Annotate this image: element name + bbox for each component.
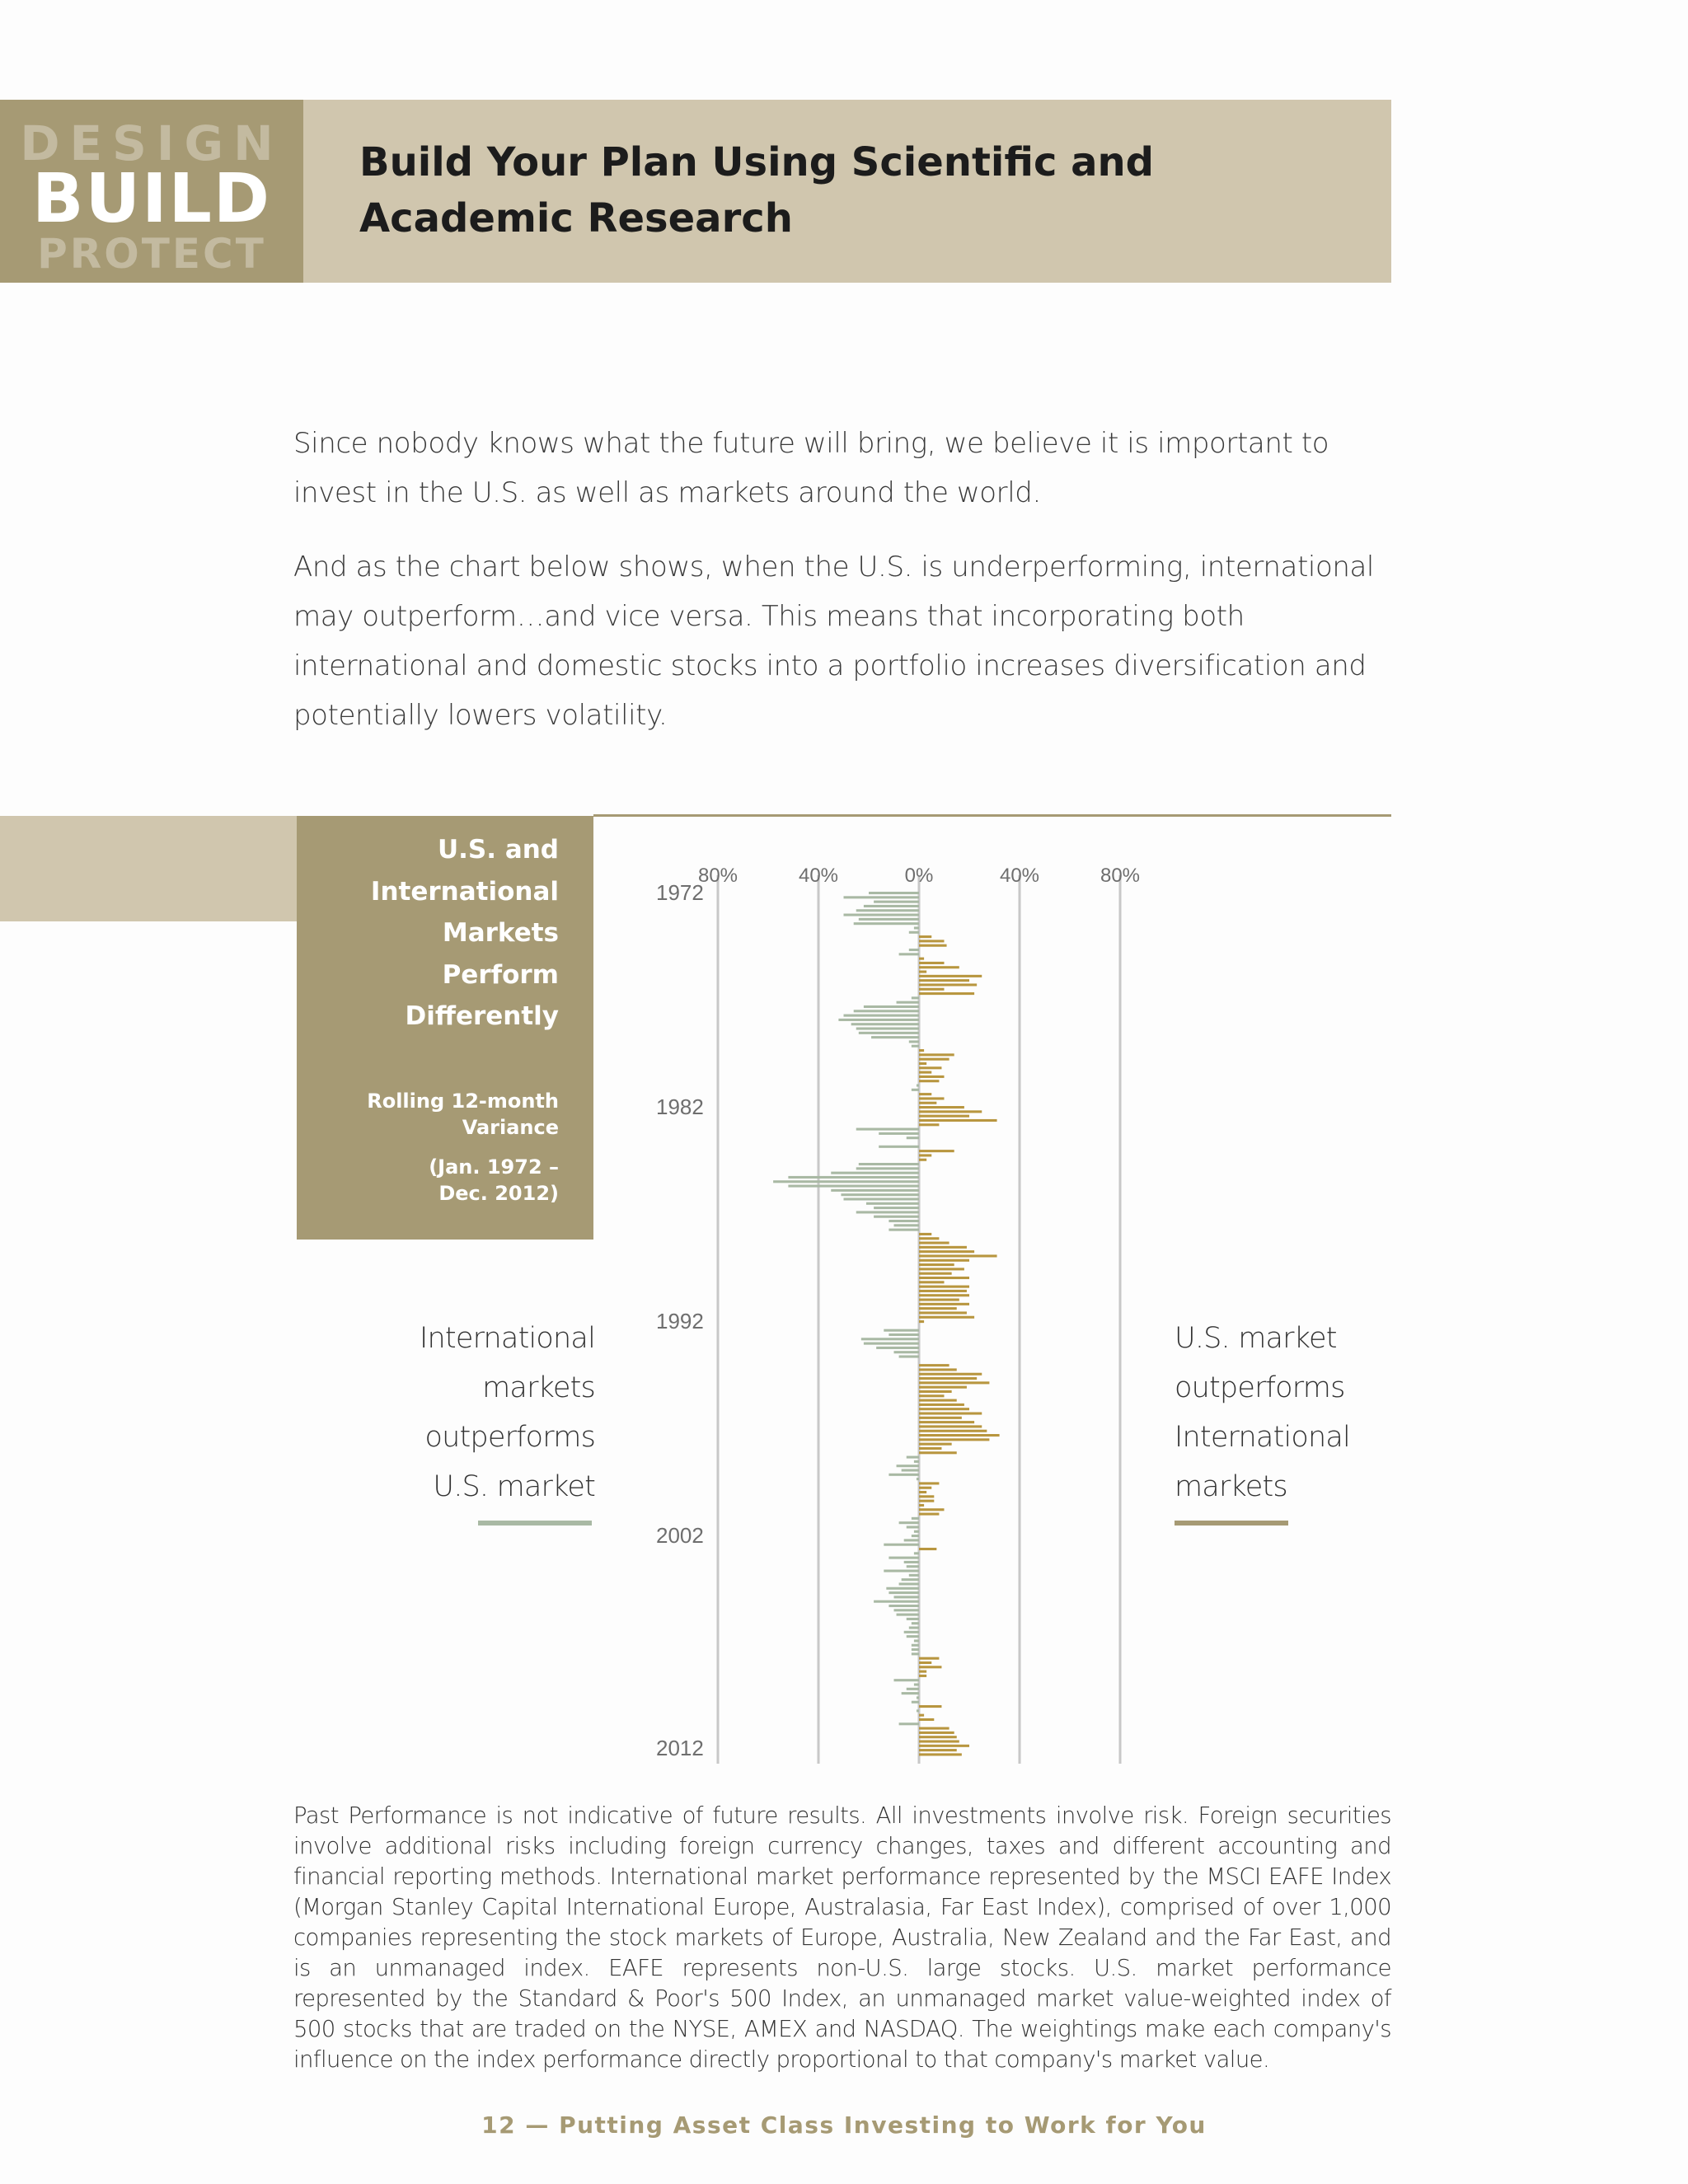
x-tick-label: 80% — [1100, 865, 1141, 887]
us-bar — [919, 988, 945, 991]
international-bar — [864, 1005, 919, 1008]
us-outperforms-label — [1175, 1314, 1422, 1511]
us-bar — [919, 1671, 926, 1673]
logo-design-text: DESIGN — [20, 115, 284, 171]
international-bar — [907, 1456, 919, 1459]
us-bar — [919, 1732, 954, 1734]
us-bar — [919, 1705, 941, 1708]
us-bar — [919, 1254, 997, 1257]
international-bar — [838, 1019, 919, 1021]
chart-title-box — [297, 816, 593, 1240]
logo-build-text: BUILD — [32, 160, 271, 238]
us-bar — [919, 1661, 931, 1664]
international-outperforms-label — [346, 1314, 595, 1511]
us-bar — [919, 1412, 982, 1414]
us-bar — [919, 1058, 950, 1061]
international-bar — [894, 1596, 920, 1598]
page-title-line-2: Academic Research — [359, 195, 793, 241]
international-bar — [907, 1688, 919, 1690]
international-bar — [871, 1036, 919, 1038]
us-bar — [919, 1417, 962, 1419]
international-bar — [844, 1197, 920, 1200]
us-bar — [919, 1277, 969, 1279]
us-bar — [919, 1066, 941, 1069]
international-bar — [912, 1535, 919, 1537]
us-bar — [919, 1281, 945, 1283]
us-bar — [919, 1049, 924, 1052]
international-bar — [897, 1465, 919, 1467]
international-bar — [894, 1351, 920, 1353]
international-legend-swatch — [478, 1521, 592, 1526]
international-bar — [844, 914, 920, 916]
us-bar — [919, 1237, 939, 1240]
international-bar — [864, 1343, 919, 1345]
us-bar — [919, 966, 959, 968]
international-bar — [859, 1032, 919, 1034]
header-title-banner — [303, 100, 1391, 283]
international-bar — [894, 1224, 920, 1226]
decorative-band — [0, 816, 297, 921]
international-bar — [874, 1207, 919, 1209]
international-bar — [912, 1622, 919, 1624]
us-bar — [919, 1159, 926, 1161]
international-bar — [907, 1565, 919, 1568]
us-bar — [919, 1438, 989, 1441]
international-bar — [889, 1605, 919, 1607]
us-bar — [919, 940, 945, 942]
us-bar — [919, 1246, 967, 1249]
international-bar — [884, 1329, 919, 1332]
international-bar — [912, 1045, 919, 1047]
chart-subtitle-line: Variance — [462, 1116, 559, 1139]
variance-bar-chart — [593, 857, 1154, 1772]
intro-paragraph-1: Since nobody knows what the future will bring, we believe it is important to invest in the U.S. as well as markets around the world. — [293, 427, 1329, 509]
international-bar — [899, 1722, 919, 1725]
international-bar — [899, 1355, 919, 1357]
us-bar — [919, 1434, 1000, 1436]
international-bar — [859, 918, 919, 921]
international-bar — [851, 1023, 919, 1025]
international-bar — [854, 1010, 919, 1012]
page-title-line-1: Build Your Plan Using Scientific and — [359, 139, 1155, 185]
international-bar — [904, 1631, 919, 1633]
international-bar — [912, 1701, 919, 1704]
international-bar — [856, 1028, 919, 1030]
chart-y-tick-labels — [656, 880, 704, 1760]
us-bar — [919, 1745, 969, 1747]
us-bar — [919, 962, 945, 964]
logo-protect-text: PROTECT — [37, 230, 266, 278]
chart-period-line: Dec. 2012) — [438, 1182, 559, 1205]
international-bar — [884, 1570, 919, 1572]
us-bar — [919, 1513, 939, 1516]
international-bar — [894, 1679, 920, 1681]
international-bar — [909, 1040, 919, 1043]
x-tick-label: 40% — [798, 865, 839, 887]
us-bar — [919, 1657, 939, 1660]
chart-x-tick-labels — [698, 865, 1140, 887]
international-bar — [856, 1167, 919, 1169]
international-bar — [869, 892, 919, 894]
chart-period-line: (Jan. 1972 – — [429, 1155, 559, 1179]
international-bar — [904, 1539, 919, 1541]
y-tick-label: 1982 — [656, 1094, 704, 1119]
international-bar — [879, 1146, 919, 1148]
international-bar — [909, 931, 919, 934]
left-label-line: U.S. market — [433, 1470, 595, 1503]
us-bar — [919, 1303, 969, 1305]
us-bar — [919, 1123, 939, 1126]
international-bar — [884, 1544, 919, 1546]
us-bar — [919, 1294, 969, 1296]
international-bar — [912, 1652, 919, 1655]
us-bar — [919, 1071, 931, 1074]
chart-title-line: U.S. and — [437, 835, 559, 865]
international-bar — [902, 1692, 919, 1694]
international-bar — [889, 1591, 919, 1594]
chart-title-line: Markets — [442, 918, 559, 948]
us-bar — [919, 1233, 931, 1235]
us-bar — [919, 1736, 957, 1738]
us-bar — [919, 1377, 977, 1380]
us-bar — [919, 1307, 957, 1310]
us-bar — [919, 1316, 974, 1319]
us-bar — [919, 1675, 926, 1677]
us-bar — [919, 1097, 945, 1099]
us-bar — [919, 1386, 967, 1389]
international-bar — [907, 1618, 919, 1620]
left-label-line: markets — [482, 1371, 595, 1404]
chart-gridlines — [718, 875, 1120, 1764]
us-bar — [919, 1495, 934, 1497]
international-bar — [889, 1333, 919, 1336]
us-bar — [919, 1447, 941, 1450]
us-bar — [919, 1727, 950, 1730]
us-bar — [919, 1482, 939, 1484]
international-bar — [899, 953, 919, 955]
us-bar — [919, 1115, 969, 1118]
international-bar — [902, 1469, 919, 1471]
international-bar — [889, 1220, 919, 1222]
intro-paragraph-2: And as the chart below shows, when the U.S. is underperforming, international may outperform…and vice versa. This means that incorporating both international and domestic stocks into a portfolio increases diversification and potentially lowers volatility. — [293, 551, 1374, 732]
international-bar — [902, 1578, 919, 1581]
y-tick-label: 2012 — [656, 1736, 704, 1760]
us-bar — [919, 1299, 959, 1301]
international-bar — [844, 896, 920, 898]
international-bar — [907, 1635, 919, 1638]
chart-top-rule — [593, 814, 1391, 817]
us-bar — [919, 1368, 957, 1371]
international-bar — [856, 1128, 919, 1131]
international-bar — [856, 909, 919, 912]
chart-period — [312, 1154, 559, 1207]
international-bar — [914, 1530, 919, 1533]
international-bar — [917, 1084, 919, 1086]
us-bar — [919, 1425, 982, 1427]
us-bar — [919, 992, 974, 995]
us-bar — [919, 1508, 945, 1511]
international-bar — [914, 1552, 919, 1554]
us-bar — [919, 1390, 952, 1393]
international-bar — [909, 949, 919, 951]
international-bar — [861, 1338, 919, 1340]
right-label-line: International — [1175, 1421, 1350, 1454]
us-bar — [919, 1421, 974, 1423]
us-bar — [919, 1487, 931, 1489]
international-bar — [897, 1001, 919, 1004]
international-bar — [904, 1561, 919, 1563]
us-bar — [919, 958, 924, 960]
international-bar — [917, 1696, 919, 1699]
chart-subtitle — [312, 1088, 559, 1141]
international-bar — [879, 1132, 919, 1135]
us-bar — [919, 1504, 924, 1507]
us-bar — [919, 1053, 954, 1056]
us-bar — [919, 1408, 969, 1410]
us-bar — [919, 1076, 945, 1078]
us-bar — [919, 1443, 952, 1446]
us-bar — [919, 1242, 950, 1244]
us-bar — [919, 1110, 982, 1113]
international-bar — [841, 1193, 919, 1196]
international-bar — [907, 1526, 919, 1528]
international-bar — [864, 905, 919, 907]
us-bar — [919, 1250, 974, 1253]
international-bar — [876, 1347, 919, 1349]
right-label-line: outperforms — [1175, 1371, 1345, 1404]
chart-subtitle-line: Rolling 12-month — [367, 1090, 559, 1113]
us-bar — [919, 1364, 950, 1366]
x-tick-label: 40% — [999, 865, 1040, 887]
y-tick-label: 2002 — [656, 1523, 704, 1548]
chart-title-line: Differently — [405, 1001, 559, 1031]
international-bar — [788, 1185, 919, 1188]
us-bar — [919, 1373, 982, 1376]
us-bar — [919, 1749, 957, 1751]
page-footer: 12 — Putting Asset Class Investing to Work for You — [481, 2111, 1207, 2139]
chart-title — [312, 829, 559, 1038]
international-bar — [897, 1614, 919, 1616]
international-bar — [909, 1574, 919, 1577]
international-bar — [874, 1601, 919, 1603]
international-bar — [899, 1582, 919, 1585]
international-bar — [889, 1474, 919, 1476]
y-tick-label: 1972 — [656, 880, 704, 905]
international-bar — [899, 1521, 919, 1524]
us-bar — [919, 1451, 957, 1454]
left-label-line: International — [420, 1322, 595, 1355]
us-bar — [919, 975, 982, 977]
design-build-protect-logo — [0, 100, 303, 283]
us-bar — [919, 1548, 936, 1550]
us-bar — [919, 1394, 945, 1397]
us-bar — [919, 1106, 964, 1108]
us-bar — [919, 1399, 957, 1402]
us-bar — [919, 1290, 967, 1292]
international-bar — [912, 1644, 919, 1647]
us-bar — [919, 1272, 952, 1275]
international-bar — [894, 1609, 920, 1611]
international-bar — [889, 1229, 919, 1231]
us-bar — [919, 1320, 924, 1323]
us-bar — [919, 1740, 959, 1742]
x-tick-label: 80% — [697, 865, 738, 887]
us-bar — [919, 1666, 941, 1668]
international-bar — [917, 1478, 919, 1480]
international-bar — [859, 1163, 919, 1165]
international-bar — [788, 1176, 919, 1179]
left-label-line: outperforms — [424, 1421, 595, 1454]
international-bar — [886, 1587, 919, 1590]
international-bar — [773, 1180, 919, 1183]
us-bar — [919, 1263, 954, 1266]
international-bar — [912, 1089, 919, 1091]
international-bar — [917, 1709, 919, 1712]
us-bar — [919, 1259, 969, 1262]
international-bar — [912, 996, 919, 999]
us-bar — [919, 971, 926, 973]
us-bar — [919, 1102, 936, 1104]
international-bar — [831, 1172, 919, 1174]
us-bar — [919, 1311, 967, 1314]
international-bar — [874, 901, 919, 903]
international-bar — [909, 1626, 919, 1629]
us-bar — [919, 1286, 969, 1288]
us-bar — [919, 1718, 934, 1721]
us-bar — [919, 1491, 926, 1493]
international-bar — [854, 922, 919, 925]
international-bar — [914, 1460, 919, 1463]
us-bar — [919, 1404, 964, 1406]
us-bar — [919, 1093, 931, 1095]
disclaimer-text: Past Performance is not indicative of future results. All investments involve risk. Foreign securities involve additional risks including foreign currency changes, taxes and different accounting and financial reporting methods. International market performance represented by the MSCI EAFE Index (Morgan Stanley Capital International Europe, Australasia, Far East Index), comprised of over 1,000 companies representing the stock markets of Europe, Australia, New Zealand and the Far East, and is an unmanaged index. EAFE represents non-U.S. large stocks. U.S. market performance represented by the Standard & Poor's 500 Index, an unmanaged market value-weighted index of 500 stocks that are traded on the NYSE, AMEX and NASDAQ. The weightings make each company's influence on the index performance directly proportional to that company's market value. — [293, 1802, 1391, 2073]
us-bar — [919, 979, 969, 982]
international-bar — [914, 926, 919, 929]
international-bar — [914, 1683, 919, 1685]
page-title — [359, 134, 1348, 246]
right-label-line: U.S. market — [1175, 1322, 1337, 1355]
us-bar — [919, 935, 931, 938]
international-bar — [912, 1517, 919, 1520]
international-bar — [866, 1202, 919, 1205]
us-bar — [919, 1150, 954, 1152]
us-bar — [919, 1430, 987, 1432]
us-bar — [919, 1500, 934, 1502]
chart-title-line: Perform — [442, 959, 559, 990]
us-bar — [919, 1154, 931, 1156]
intro-section — [293, 419, 1390, 765]
us-bar — [919, 1062, 926, 1065]
international-bar — [914, 1639, 919, 1642]
y-tick-label: 1992 — [656, 1309, 704, 1333]
international-bar — [844, 1015, 920, 1017]
chart-bars — [773, 892, 1000, 1755]
chart-title-line: International — [370, 876, 559, 907]
us-bar — [919, 1753, 962, 1755]
us-bar — [919, 1714, 924, 1717]
x-tick-label: 0% — [904, 865, 934, 887]
us-bar — [919, 1381, 989, 1384]
us-bar — [919, 1080, 939, 1082]
international-bar — [831, 1189, 919, 1192]
international-bar — [912, 1648, 919, 1651]
international-bar — [889, 1557, 919, 1559]
international-bar — [856, 1211, 919, 1213]
us-bar — [919, 1268, 964, 1270]
us-bar — [919, 1119, 997, 1122]
international-bar — [907, 1137, 919, 1139]
international-bar — [874, 1216, 919, 1218]
us-bar — [919, 983, 977, 986]
us-legend-swatch — [1175, 1521, 1288, 1526]
us-bar — [919, 944, 947, 947]
right-label-line: markets — [1175, 1470, 1287, 1503]
